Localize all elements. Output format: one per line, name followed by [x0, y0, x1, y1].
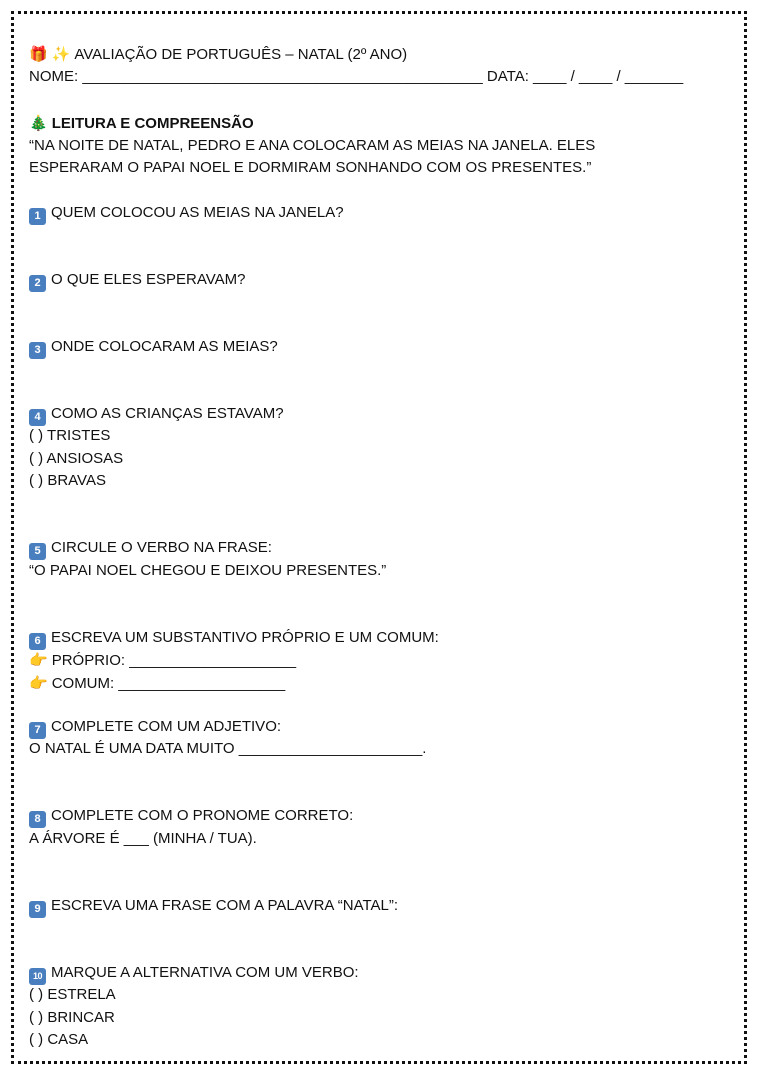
q10-option-1: ( ) ESTRELA — [29, 986, 116, 1003]
number-9-icon: 9 — [29, 901, 46, 918]
q6-proprio: PRÓPRIO: ____________________ — [51, 652, 297, 669]
pointing-hand-icon: 👉 — [29, 651, 48, 669]
q10-option-2: ( ) BRINCAR — [29, 1009, 115, 1026]
question-7-text: COMPLETE COM UM ADJETIVO: — [51, 718, 282, 735]
q6-proprio-line — [29, 650, 296, 671]
question-3-text: ONDE COLOCARAM AS MEIAS? — [51, 338, 278, 355]
q4-option-2: ( ) ANSIOSAS — [29, 450, 124, 467]
question-4 — [29, 404, 284, 426]
question-5 — [29, 538, 272, 560]
q10-option-3: ( ) CASA — [29, 1031, 89, 1048]
question-10-text: MARQUE A ALTERNATIVA COM UM VERBO: — [51, 964, 359, 981]
number-1-icon: 1 — [29, 208, 46, 225]
question-8 — [29, 806, 353, 828]
number-3-icon: 3 — [29, 342, 46, 359]
reading-heading: LEITURA E COMPREENSÃO — [51, 115, 254, 132]
question-6-text: ESCREVA UM SUBSTANTIVO PRÓPRIO E UM COMUM: — [51, 629, 439, 646]
q7-sentence: O NATAL É UMA DATA MUITO ______________________. — [29, 740, 427, 757]
gift-icon: 🎁 — [29, 45, 48, 63]
q4-option-1: ( ) TRISTES — [29, 427, 111, 444]
question-7 — [29, 717, 281, 739]
reading-text-line-1: “NA NOITE DE NATAL, PEDRO E ANA COLOCARAM AS MEIAS NA JANELA. ELES — [29, 137, 596, 154]
q8-sentence: A ÁRVORE É ___ (MINHA / TUA). — [29, 830, 257, 847]
question-8-text: COMPLETE COM O PRONOME CORRETO: — [51, 807, 354, 824]
q6-comum-line — [29, 673, 285, 694]
question-2 — [29, 270, 246, 292]
question-1-text: QUEM COLOCOU AS MEIAS NA JANELA? — [51, 204, 344, 221]
q5-sentence: “O PAPAI NOEL CHEGOU E DEIXOU PRESENTES.” — [29, 562, 387, 579]
number-2-icon: 2 — [29, 275, 46, 292]
christmas-tree-icon: 🎄 — [29, 114, 48, 132]
pointing-hand-icon: 👉 — [29, 674, 48, 692]
question-6 — [29, 628, 439, 650]
question-9 — [29, 896, 398, 918]
reading-heading-line — [29, 113, 254, 134]
number-5-icon: 5 — [29, 543, 46, 560]
worksheet-title-line — [29, 44, 407, 65]
question-10 — [29, 963, 359, 985]
question-4-text: COMO AS CRIANÇAS ESTAVAM? — [51, 405, 284, 422]
reading-text-line-2: ESPERARAM O PAPAI NOEL E DORMIRAM SONHANDO COM OS PRESENTES.” — [29, 159, 592, 176]
number-4-icon: 4 — [29, 409, 46, 426]
question-2-text: O QUE ELES ESPERAVAM? — [51, 271, 246, 288]
question-1 — [29, 203, 344, 225]
question-9-text: ESCREVA UMA FRASE COM A PALAVRA “NATAL”: — [51, 897, 399, 914]
question-5-text: CIRCULE O VERBO NA FRASE: — [51, 539, 272, 556]
sparkles-icon: ✨ — [51, 45, 71, 63]
number-6-icon: 6 — [29, 633, 46, 650]
q4-option-3: ( ) BRAVAS — [29, 472, 106, 489]
number-10-icon: 10 — [29, 968, 46, 985]
question-3 — [29, 337, 278, 359]
q6-comum: COMUM: ____________________ — [51, 675, 286, 692]
number-8-icon: 8 — [29, 811, 46, 828]
name-date-line: NOME: ________________________________________________ DATA: ____ / ____ / _______ — [29, 68, 684, 85]
number-7-icon: 7 — [29, 722, 46, 739]
worksheet-title: AVALIAÇÃO DE PORTUGUÊS – NATAL (2º ANO) — [74, 46, 408, 63]
